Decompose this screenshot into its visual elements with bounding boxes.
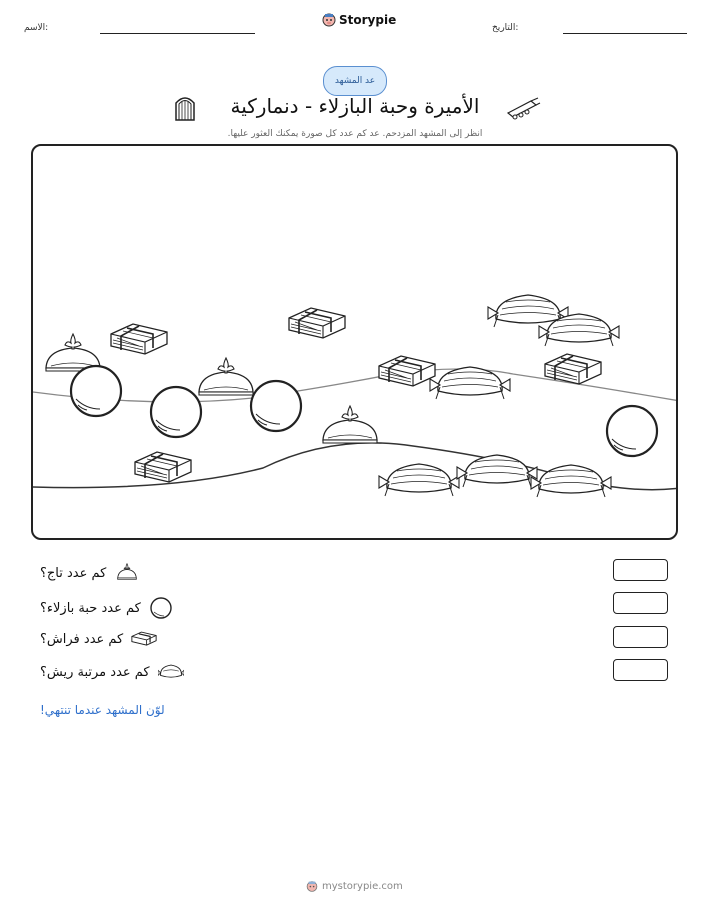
instructions: انظر إلى المشهد المزدحم. عد كم عدد كل صورة يمكنك العثور عليها. [227, 129, 483, 139]
question-feather-bed-text: كم عدد مرتبة ريش؟ [40, 664, 150, 680]
door-icon [174, 93, 196, 121]
activity-badge: عد المشهد [323, 66, 387, 96]
color-instruction: لوّن المشهد عندما تنتهي! [40, 703, 165, 717]
pea-mark-1 [71, 366, 121, 416]
counting-scene[interactable] [31, 144, 678, 540]
feather-bed-mark-5 [457, 455, 537, 487]
mattress-mark-5 [135, 452, 191, 482]
mattress-mark-4 [545, 354, 601, 384]
date-label: التاريخ: [492, 23, 519, 33]
date-line[interactable] [563, 33, 687, 34]
question-mattress [40, 629, 157, 649]
question-feather-bed [40, 662, 184, 682]
mattress-mark-2 [289, 308, 345, 338]
feather-bed-icon [158, 662, 184, 682]
answer-box-pea[interactable] [613, 592, 668, 614]
feather-bed-mark-4 [379, 464, 459, 496]
pea-mark-3 [251, 381, 301, 431]
answer-box-mattress[interactable] [613, 626, 668, 648]
pig-mascot-icon [322, 12, 336, 28]
question-crown [40, 563, 140, 583]
question-mattress-text: كم عدد فراش؟ [40, 631, 124, 647]
question-crown-text: كم عدد تاج؟ [40, 565, 107, 581]
name-line[interactable] [100, 33, 255, 34]
pea-icon [149, 596, 173, 620]
name-label: الاسم: [24, 23, 49, 33]
crown-mark-3 [323, 406, 377, 443]
pea-mark-4 [607, 406, 657, 456]
crown-mark-2 [199, 358, 253, 395]
footer-site[interactable]: mystorypie.com [322, 881, 403, 892]
mattress-mark-3 [379, 356, 435, 386]
mattress-mark-1 [111, 324, 167, 354]
mattress-icon [131, 629, 157, 649]
feather-bed-mark-6 [531, 465, 611, 497]
pea-mark-2 [151, 387, 201, 437]
answer-box-crown[interactable] [613, 559, 668, 581]
question-pea [40, 596, 173, 620]
pig-mascot-icon [306, 880, 318, 893]
answer-box-feather-bed[interactable] [613, 659, 668, 681]
brand-logo [322, 12, 396, 28]
pea-shooter-icon [505, 95, 541, 121]
crown-icon [114, 563, 140, 583]
footer [306, 880, 403, 893]
page-title: الأميرة وحبة البازلاء - دنماركية [230, 94, 480, 118]
question-pea-text: كم عدد حبة بازلاء؟ [40, 600, 141, 616]
brand-name: Storypie [339, 13, 397, 27]
